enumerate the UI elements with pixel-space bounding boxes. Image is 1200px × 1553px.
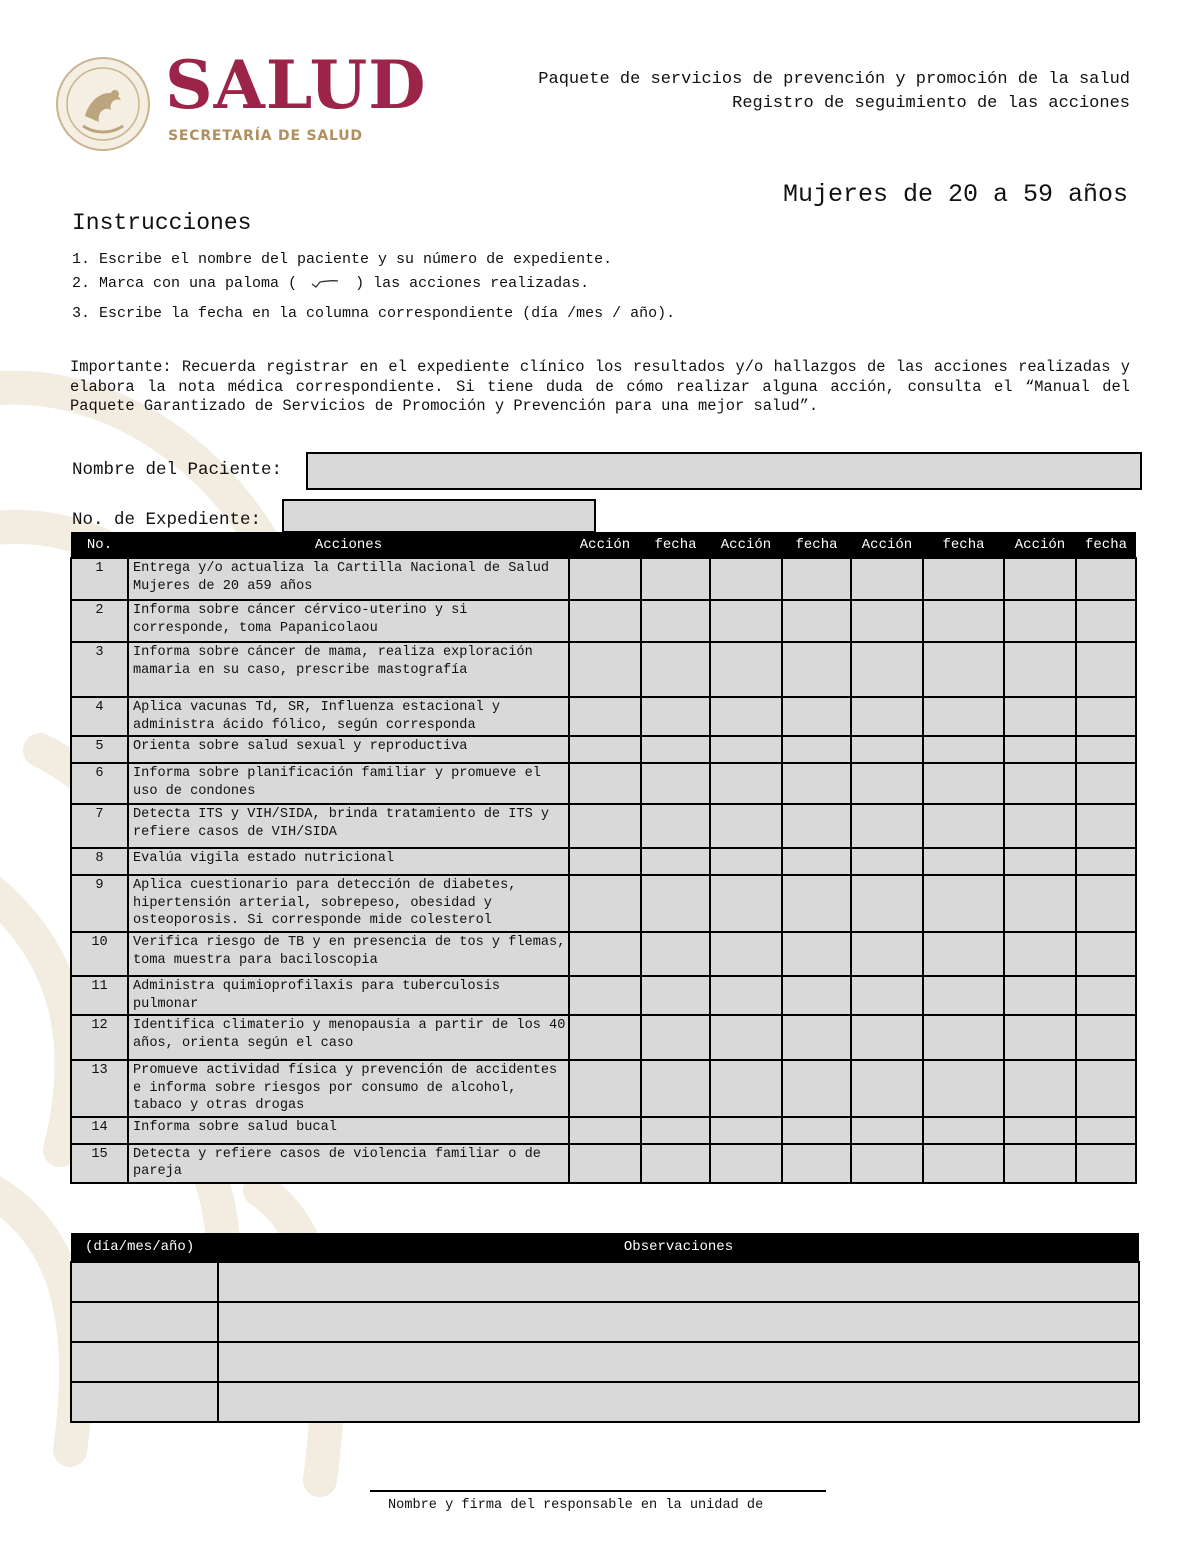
action-check-cell[interactable]: [710, 1117, 782, 1144]
action-date-cell[interactable]: [782, 1144, 851, 1183]
action-check-cell[interactable]: [1004, 848, 1076, 875]
action-date-cell[interactable]: [641, 736, 710, 763]
action-date-cell[interactable]: [782, 875, 851, 932]
row-action-text: Orienta sobre salud sexual y reproductiva: [128, 736, 569, 763]
action-check-cell[interactable]: [1004, 976, 1076, 1015]
row-action-text: Informa sobre planificación familiar y promueve el uso de condones: [128, 763, 569, 804]
observation-date-cell[interactable]: [71, 1302, 218, 1342]
national-seal-icon: [55, 56, 151, 152]
action-check-cell[interactable]: [710, 1015, 782, 1060]
action-check-cell[interactable]: [569, 875, 641, 932]
action-date-cell[interactable]: [923, 642, 1004, 697]
action-check-cell[interactable]: [710, 558, 782, 600]
row-number: 3: [71, 642, 128, 697]
observation-row: [71, 1342, 1139, 1382]
important-note: Importante: Recuerda registrar en el expediente clínico los resultados y/o hallazgos de las acciones realizadas y elabora la nota médica correspondiente. Si tiene duda de cómo realizar alguna acción, consulta el “Manual del Paquete Garantizado de Servicios de Promoción y Prevención para una mejor salud”.: [70, 358, 1130, 415]
header-action-3: Acción: [851, 532, 923, 558]
instruction-step-2: [72, 275, 589, 292]
action-date-cell[interactable]: [1076, 1144, 1136, 1183]
header-line-2: Registro de seguimiento de las acciones: [732, 94, 1130, 113]
action-date-cell[interactable]: [1076, 1015, 1136, 1060]
action-date-cell[interactable]: [782, 600, 851, 642]
action-check-cell[interactable]: [851, 736, 923, 763]
action-date-cell[interactable]: [1076, 875, 1136, 932]
action-check-cell[interactable]: [851, 1144, 923, 1183]
action-date-cell[interactable]: [782, 763, 851, 804]
patient-name-field[interactable]: [306, 452, 1142, 490]
action-check-cell[interactable]: [710, 976, 782, 1015]
action-check-cell[interactable]: [710, 1144, 782, 1183]
observation-text-cell[interactable]: [218, 1342, 1139, 1382]
observation-date-cell[interactable]: [71, 1382, 218, 1422]
header-observations: Observaciones: [218, 1233, 1139, 1262]
action-check-cell[interactable]: [710, 1060, 782, 1117]
record-number-label: No. de Expediente:: [72, 510, 262, 530]
header-date-2: fecha: [782, 532, 851, 558]
instructions-title: Instrucciones: [72, 210, 252, 236]
row-number: 7: [71, 804, 128, 848]
action-date-cell[interactable]: [923, 976, 1004, 1015]
instruction-step-3: 3. Escribe la fecha en la columna correspondiente (día /mes / año).: [72, 305, 676, 322]
row-number: 4: [71, 697, 128, 736]
action-check-cell[interactable]: [851, 804, 923, 848]
action-date-cell[interactable]: [782, 932, 851, 976]
action-check-cell[interactable]: [851, 697, 923, 736]
action-check-cell[interactable]: [851, 1060, 923, 1117]
observation-row: [71, 1382, 1139, 1422]
action-date-cell[interactable]: [641, 763, 710, 804]
action-date-cell[interactable]: [1076, 600, 1136, 642]
header-action-4: Acción: [1004, 532, 1076, 558]
actions-table-body: [71, 558, 1136, 1183]
header-no: No.: [71, 532, 128, 558]
action-date-cell[interactable]: [923, 697, 1004, 736]
action-check-cell[interactable]: [710, 804, 782, 848]
action-check-cell[interactable]: [1004, 1144, 1076, 1183]
observations-table-body: [71, 1262, 1139, 1422]
action-check-cell[interactable]: [1004, 932, 1076, 976]
row-action-text: Identifica climaterio y menopausia a partir de los 40 años, orienta según el caso: [128, 1015, 569, 1060]
row-number: 14: [71, 1117, 128, 1144]
table-row: [71, 875, 1136, 932]
action-date-cell[interactable]: [641, 1117, 710, 1144]
table-row: [71, 558, 1136, 600]
action-check-cell[interactable]: [569, 642, 641, 697]
action-check-cell[interactable]: [710, 697, 782, 736]
observation-text-cell[interactable]: [218, 1302, 1139, 1342]
action-check-cell[interactable]: [569, 558, 641, 600]
patient-name-label: Nombre del Paciente:: [72, 460, 283, 480]
row-number: 15: [71, 1144, 128, 1183]
row-number: 11: [71, 976, 128, 1015]
population-subtitle: Mujeres de 20 a 59 años: [782, 180, 1128, 209]
action-check-cell[interactable]: [851, 763, 923, 804]
action-date-cell[interactable]: [782, 976, 851, 1015]
header-actions: Acciones: [128, 532, 569, 558]
action-date-cell[interactable]: [923, 558, 1004, 600]
signature-line: [370, 1490, 826, 1492]
action-check-cell[interactable]: [1004, 1117, 1076, 1144]
table-row: [71, 1144, 1136, 1183]
action-date-cell[interactable]: [782, 1117, 851, 1144]
action-check-cell[interactable]: [569, 848, 641, 875]
action-date-cell[interactable]: [1076, 558, 1136, 600]
action-check-cell[interactable]: [569, 1117, 641, 1144]
row-action-text: Informa sobre cáncer de mama, realiza exploración mamaria en su caso, prescribe mastografía: [128, 642, 569, 697]
action-check-cell[interactable]: [851, 600, 923, 642]
signature-label: Nombre y firma del responsable en la unidad de: [388, 1498, 764, 1513]
row-action-text: Informa sobre cáncer cérvico-uterino y si corresponde, toma Papanicolaou: [128, 600, 569, 642]
action-date-cell[interactable]: [641, 848, 710, 875]
instruction-step-1: 1. Escribe el nombre del paciente y su número de expediente.: [72, 251, 613, 268]
salud-logo-wordmark: SALUD: [165, 46, 427, 124]
action-date-cell[interactable]: [641, 642, 710, 697]
action-date-cell[interactable]: [923, 763, 1004, 804]
action-date-cell[interactable]: [641, 1060, 710, 1117]
row-number: 9: [71, 875, 128, 932]
header-date: (día/mes/año): [71, 1233, 218, 1262]
action-date-cell[interactable]: [923, 1015, 1004, 1060]
table-row: [71, 976, 1136, 1015]
action-date-cell[interactable]: [1076, 932, 1136, 976]
row-number: 8: [71, 848, 128, 875]
action-check-cell[interactable]: [569, 932, 641, 976]
action-date-cell[interactable]: [641, 558, 710, 600]
action-date-cell[interactable]: [1076, 1060, 1136, 1117]
action-date-cell[interactable]: [1076, 848, 1136, 875]
action-check-cell[interactable]: [710, 736, 782, 763]
row-number: 6: [71, 763, 128, 804]
observations-table: [70, 1233, 1140, 1423]
action-date-cell[interactable]: [782, 804, 851, 848]
action-check-cell[interactable]: [569, 697, 641, 736]
action-date-cell[interactable]: [923, 848, 1004, 875]
action-date-cell[interactable]: [923, 600, 1004, 642]
action-check-cell[interactable]: [1004, 697, 1076, 736]
observations-header-row: [71, 1233, 1139, 1262]
observation-date-cell[interactable]: [71, 1342, 218, 1382]
action-date-cell[interactable]: [1076, 804, 1136, 848]
action-date-cell[interactable]: [782, 558, 851, 600]
instruction-step-2-end: ) las acciones realizadas.: [355, 275, 590, 292]
action-check-cell[interactable]: [569, 804, 641, 848]
action-check-cell[interactable]: [569, 1060, 641, 1117]
action-check-cell[interactable]: [851, 1117, 923, 1144]
action-date-cell[interactable]: [923, 1060, 1004, 1117]
table-row: [71, 697, 1136, 736]
action-date-cell[interactable]: [782, 848, 851, 875]
record-number-field[interactable]: [282, 499, 596, 533]
row-action-text: Entrega y/o actualiza la Cartilla Nacional de Salud Mujeres de 20 a59 años: [128, 558, 569, 600]
table-row: [71, 642, 1136, 697]
observation-text-cell[interactable]: [218, 1382, 1139, 1422]
instruction-step-2-start: 2. Marca con una paloma (: [72, 275, 298, 292]
action-date-cell[interactable]: [782, 1060, 851, 1117]
action-check-cell[interactable]: [851, 932, 923, 976]
action-check-cell[interactable]: [710, 848, 782, 875]
action-check-cell[interactable]: [851, 976, 923, 1015]
action-check-cell[interactable]: [851, 558, 923, 600]
row-action-text: Aplica vacunas Td, SR, Influenza estacional y administra ácido fólico, según corresponda: [128, 697, 569, 736]
action-check-cell[interactable]: [569, 763, 641, 804]
action-check-cell[interactable]: [710, 932, 782, 976]
row-action-text: Administra quimioprofilaxis para tuberculosis pulmonar: [128, 976, 569, 1015]
action-check-cell[interactable]: [569, 976, 641, 1015]
header-date-4: fecha: [1076, 532, 1136, 558]
action-check-cell[interactable]: [569, 1144, 641, 1183]
action-date-cell[interactable]: [923, 932, 1004, 976]
action-check-cell[interactable]: [569, 600, 641, 642]
action-date-cell[interactable]: [1076, 763, 1136, 804]
action-date-cell[interactable]: [923, 804, 1004, 848]
action-check-cell[interactable]: [1004, 763, 1076, 804]
table-row: [71, 763, 1136, 804]
table-header-row: [71, 532, 1136, 558]
action-check-cell[interactable]: [1004, 804, 1076, 848]
action-check-cell[interactable]: [1004, 1060, 1076, 1117]
action-check-cell[interactable]: [1004, 875, 1076, 932]
action-check-cell[interactable]: [1004, 642, 1076, 697]
row-action-text: Aplica cuestionario para detección de diabetes, hipertensión arterial, sobrepeso, obesidad y osteoporosis. Si corresponde mide colesterol: [128, 875, 569, 932]
actions-table: [70, 532, 1137, 1184]
header-action-2: Acción: [710, 532, 782, 558]
action-date-cell[interactable]: [641, 1144, 710, 1183]
observation-row: [71, 1262, 1139, 1302]
action-date-cell[interactable]: [641, 875, 710, 932]
row-action-text: Informa sobre salud bucal: [128, 1117, 569, 1144]
action-check-cell[interactable]: [569, 736, 641, 763]
action-check-cell[interactable]: [851, 848, 923, 875]
action-check-cell[interactable]: [1004, 600, 1076, 642]
row-number: 2: [71, 600, 128, 642]
row-action-text: Verifica riesgo de TB y en presencia de tos y flemas, toma muestra para baciloscopia: [128, 932, 569, 976]
action-date-cell[interactable]: [1076, 642, 1136, 697]
action-check-cell[interactable]: [710, 600, 782, 642]
logo-subtitle: SECRETARÍA DE SALUD: [168, 128, 363, 144]
action-check-cell[interactable]: [710, 875, 782, 932]
checkmark-icon: [306, 276, 346, 290]
table-row: [71, 848, 1136, 875]
row-action-text: Detecta y refiere casos de violencia familiar o de pareja: [128, 1144, 569, 1183]
action-date-cell[interactable]: [923, 875, 1004, 932]
action-check-cell[interactable]: [569, 1015, 641, 1060]
action-check-cell[interactable]: [851, 875, 923, 932]
action-date-cell[interactable]: [641, 1015, 710, 1060]
header-date-3: fecha: [923, 532, 1004, 558]
row-number: 5: [71, 736, 128, 763]
action-check-cell[interactable]: [710, 642, 782, 697]
action-date-cell[interactable]: [1076, 736, 1136, 763]
action-date-cell[interactable]: [641, 932, 710, 976]
action-date-cell[interactable]: [782, 697, 851, 736]
row-number: 1: [71, 558, 128, 600]
row-action-text: Detecta ITS y VIH/SIDA, brinda tratamiento de ITS y refiere casos de VIH/SIDA: [128, 804, 569, 848]
action-date-cell[interactable]: [641, 976, 710, 1015]
action-check-cell[interactable]: [710, 763, 782, 804]
action-date-cell[interactable]: [923, 1117, 1004, 1144]
action-date-cell[interactable]: [782, 1015, 851, 1060]
action-date-cell[interactable]: [923, 736, 1004, 763]
row-action-text: Evalúa vigila estado nutricional: [128, 848, 569, 875]
action-date-cell[interactable]: [923, 1144, 1004, 1183]
header-action-1: Acción: [569, 532, 641, 558]
observation-text-cell[interactable]: [218, 1262, 1139, 1302]
row-action-text: Promueve actividad física y prevención de accidentes e informa sobre riesgos por consumo de alcohol, tabaco y otras drogas: [128, 1060, 569, 1117]
action-date-cell[interactable]: [782, 642, 851, 697]
action-check-cell[interactable]: [1004, 558, 1076, 600]
table-row: [71, 932, 1136, 976]
action-date-cell[interactable]: [1076, 976, 1136, 1015]
action-date-cell[interactable]: [641, 600, 710, 642]
action-check-cell[interactable]: [851, 642, 923, 697]
action-date-cell[interactable]: [641, 804, 710, 848]
header-date-1: fecha: [641, 532, 710, 558]
row-number: 10: [71, 932, 128, 976]
action-check-cell[interactable]: [1004, 736, 1076, 763]
action-date-cell[interactable]: [782, 736, 851, 763]
observation-row: [71, 1302, 1139, 1342]
row-number: 13: [71, 1060, 128, 1117]
action-date-cell[interactable]: [1076, 697, 1136, 736]
table-row: [71, 736, 1136, 763]
table-row: [71, 1060, 1136, 1117]
table-row: [71, 1117, 1136, 1144]
observation-date-cell[interactable]: [71, 1262, 218, 1302]
table-row: [71, 804, 1136, 848]
header-line-1: Paquete de servicios de prevención y promoción de la salud: [538, 70, 1130, 89]
action-check-cell[interactable]: [851, 1015, 923, 1060]
table-row: [71, 600, 1136, 642]
action-date-cell[interactable]: [1076, 1117, 1136, 1144]
table-row: [71, 1015, 1136, 1060]
row-number: 12: [71, 1015, 128, 1060]
action-date-cell[interactable]: [641, 697, 710, 736]
action-check-cell[interactable]: [1004, 1015, 1076, 1060]
